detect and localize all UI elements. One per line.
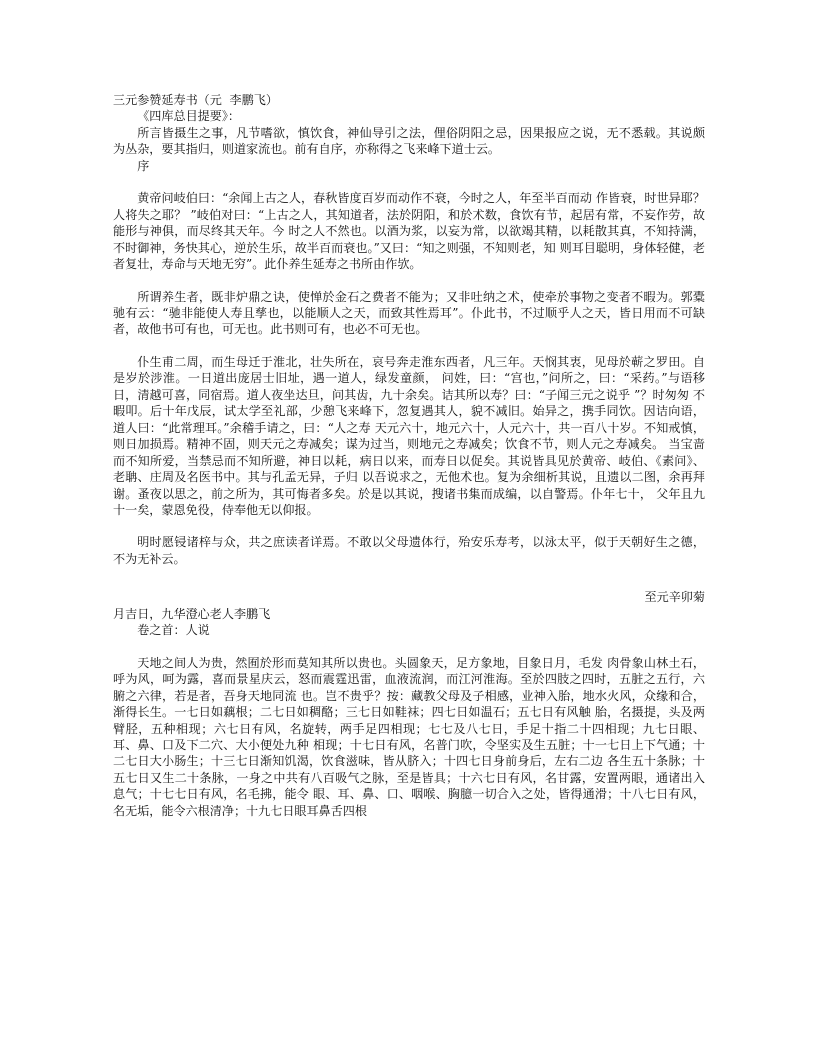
abstract-paragraph: 所言皆摄生之事，凡节嗜欲，慎饮食，神仙导引之法，俚俗阴阳之忌，因果报应之说，无不悉载。其说颇为丛杂，要其指归，则道家流也。前有自序，亦称得之飞来峰下道士云。 <box>113 125 705 157</box>
spacer <box>113 567 705 589</box>
spacer <box>113 338 705 354</box>
document-content <box>113 92 705 819</box>
preface-paragraph-1: 黄帝问岐伯曰：“余闻上古之人，春秋皆度百岁而动作不衰，今时之人，年至半百而动 作皆衰，时世异耶？人将失之耶？ ”岐伯对曰：“上古之人，其知道者，法於阴阳，和於术数，食饮有节，起居有常，不妄作劳，故能形与神俱，而尽终其天年。今 时之人不然也。以酒为浆，以妄为常，以欲竭其精，以耗散其真，不知持满，不时御神，务快其心，逆於生乐，故半百而衰也。”又曰：“知之则强，不知则老，知 则耳目聪明，身体轻健，老者复壮，寿命与天地无穷”。此仆养生延寿之书所由作欤。 <box>113 191 705 272</box>
spacer <box>113 518 705 534</box>
source-note: 《四库总目提要》： <box>137 109 240 124</box>
signature-date: 至元辛卯菊 <box>644 590 705 605</box>
chapter-heading: 卷之首：人说 <box>137 623 210 638</box>
preface-paragraph-3: 仆生甫二周，而生母迁于淮北，壮失所在，哀号奔走淮东西者，凡三年。天悯其衷，见母於蕲之罗田。自是岁於涉淮。一日道出庞居士旧址，遇一道人，绿发童颜， 问姓，曰：“宫也，”问所之，曰：“采药。”与语移日，清越可喜，同宿焉。道人夜坐达旦，问其齿，九十余矣。诘其所以寿？曰：“子闻三元之说乎 ”？时匆匆 不暇叩。后十年戊辰，试太学至礼部，少憩飞来峰下，忽复遇其人，貌不减旧。始异之，携手同饮。因诘向语，道人曰：“此常理耳。”余稽手请之，曰：“人之寿 天元六十，地元六十，人元六十，共一百八十岁。不知戒慎，则日加损焉。精神不固，则天元之寿减矣；谋为过当，则地元之寿减矣；饮食不节，则人元之寿减矣。 当宝啬而不知所爱，当禁忌而不知所避，神日以耗，病日以来，而寿日以促矣。其说皆具见於黄帝、岐伯、《素问》、老聃、庄周及名医书中。其与孔孟无异，子归 以吾说求之，无他术也。复为余细析其说，且遗以二图，余再拜谢。蚤夜以思之，前之所为，其可悔者多矣。於是以其说，搜诸书集而成编，以自警焉。仆年七十， 父年且九十一矣，蒙恩免役，侍奉他无以仰报。 <box>113 354 705 517</box>
signature-author: 月吉日，九华澄心老人李鹏飞 <box>113 606 271 621</box>
preface-paragraph-2: 所谓养生者，既非炉鼎之诀，使惮於金石之费者不能为；又非吐纳之术，使牵於事物之变者不暇为。郭橐驰有云：“驰非能使人寿且孳也，以能顺人之天，而致其性焉耳”。仆此书，不过顺乎人之天，皆日用而不可缺者，故他书可有也，可无也。此书则可有，也必不可无也。 <box>113 289 705 337</box>
document-title: 三元参赞延寿书（元 李鹏飞） <box>113 93 278 107</box>
spacer <box>113 174 705 190</box>
chapter-paragraph-1: 天地之间人为贵，然囿於形而莫知其所以贵也。头圆象天，足方象地，目象日月，毛发 肉骨象山林土石，呼为风，呵为露，喜而景星庆云，怒而震霆迅雷，血液流润，而江河淮海。至於四肢之四时，五脏之五行，六腑之六律，若是者，吾身天地同流 也。岂不贵乎？按：藏教父母及子相感，业神入胎，地水火风，众缘和合，渐得长生。一七日如藕根；二七日如稠酪；三七日如鞋袜；四七日如温石；五七日有风触 胎，名摄提，头及两臂胫，五种相现；六七日有风，名旋转，两手足四相现；七七及八七日，手足十指二十四相现；九七日眼、耳、鼻、口及下二穴、大小便处九种 相现；十七日有风，名普门吹，令坚实及生五脏；十一七日上下气通；十二七日大小肠生；十三七日渐知饥渴，饮食滋味，皆从脐入；十四七日身前身后，左右二边 各生五十条脉；十五七日又生二十条脉，一身之中共有八百吸气之脉，至是皆具；十六七日有风，名甘露，安置两眼，通诸出入息气；十七七日有风，名毛拂，能令 眼、耳、鼻、口、咽喉、胸臆一切合入之处，皆得通滑；十八七日有风，名无垢，能令六根清净；十九七日眼耳鼻舌四根 <box>113 655 705 818</box>
spacer <box>113 639 705 655</box>
preface-heading: 序 <box>137 158 150 173</box>
spacer <box>113 273 705 289</box>
preface-paragraph-4: 明时愿锓诸梓与众，共之庶读者详焉。不敢以父母遗体行，殆安乐寿考，以泳太平，似于天朝好生之德，不为无补云。 <box>113 535 705 566</box>
